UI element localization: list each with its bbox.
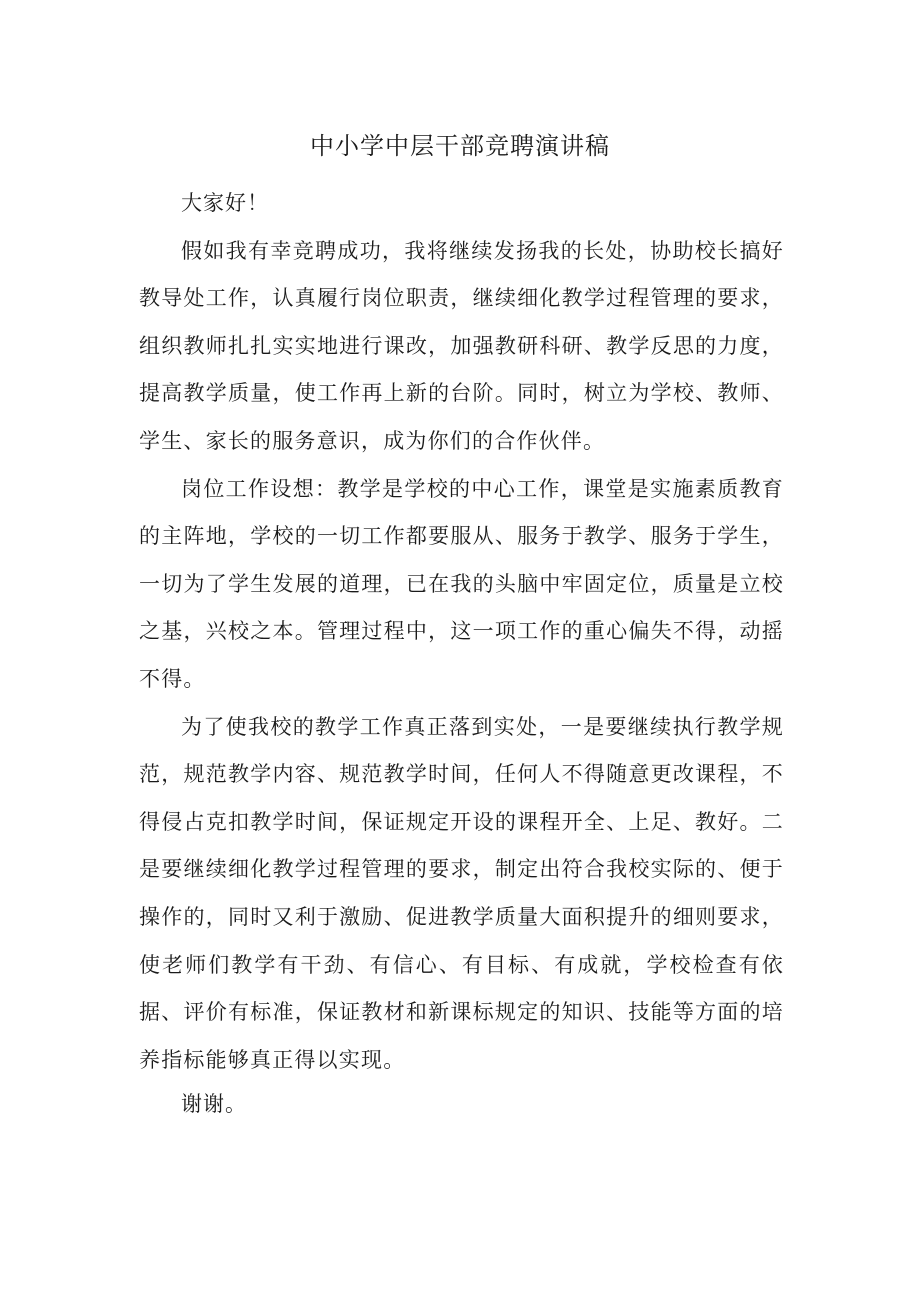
- closing-paragraph: 谢谢。: [181, 1092, 247, 1117]
- document-body: [139, 180, 784, 1124]
- greeting-paragraph: 大家好！: [181, 191, 269, 215]
- paragraph-teaching-measures: 为了使我校的教学工作真正落到实处，一是要继续执行教学规范，规范教学内容、规范教学时间，任何人不得随意更改课程，不得侵占克扣教学时间，保证规定开设的课程开全、上足、教好。二是要继续细化教学过程管理的要求，制定出符合我校实际的、便于操作的，同时又利于激励、促进教学质量大面积提升的细则要求，使老师们教学有干劲、有信心、有目标、有成就，学校检查有依据、评价有标准，保证教材和新课标规定的知识、技能等方面的培养指标能够真正得以实现。: [139, 714, 784, 1072]
- paragraph-work-plan: 岗位工作设想：教学是学校的中心工作，课堂是实施素质教育的主阵地，学校的一切工作都要服从、服务于教学、服务于学生，一切为了学生发展的道理，已在我的头脑中牢固定位，质量是立校之基，兴校之本。管理过程中，这一项工作的重心偏失不得，动摇不得。: [139, 476, 784, 691]
- paragraph-commitment: 假如我有幸竞聘成功，我将继续发扬我的长处，协助校长搞好教导处工作，认真履行岗位职责，继续细化教学过程管理的要求，组织教师扎扎实实地进行课改，加强教研科研、教学反思的力度，提高教学质量，使工作再上新的台阶。同时，树立为学校、教师、学生、家长的服务意识，成为你们的合作伙伴。: [139, 238, 784, 453]
- document-title: 中小学中层干部竞聘演讲稿: [310, 132, 610, 160]
